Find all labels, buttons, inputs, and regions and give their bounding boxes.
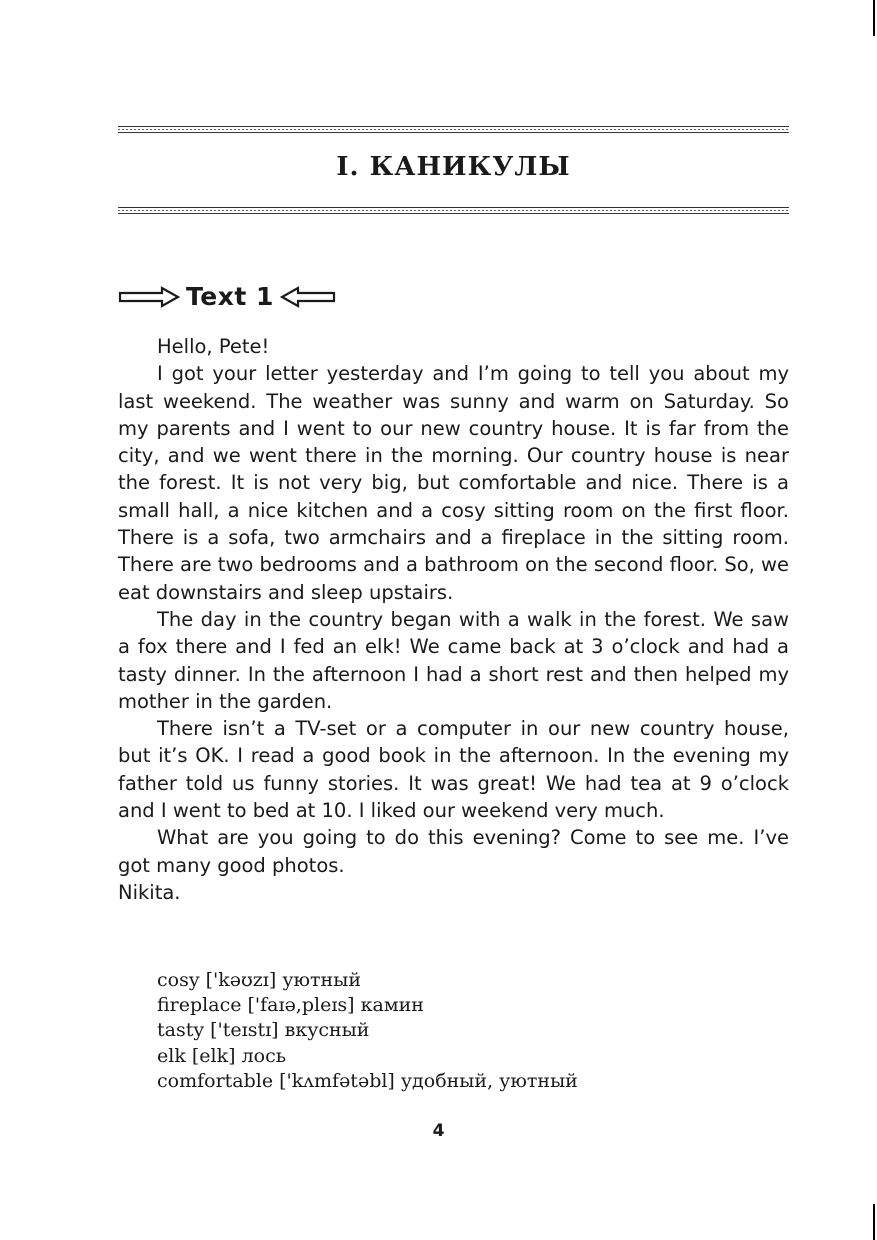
- letter-paragraph: What are you going to do this evening? Come to see me. I’ve got many good photos.: [118, 826, 789, 877]
- crop-mark-bottom: [873, 1204, 875, 1240]
- section-heading: [118, 282, 336, 311]
- top-ornamental-rule: [118, 126, 789, 133]
- letter-paragraph: I got your letter yesterday and I’m going to tell you about my last weekend. The weather was sunny and warm on Saturday. So my parents and I went to our new country house. It is far from the city, and we went there in the morning. Our country house is near the forest. It is not very big, but comfortable and nice. There is a small hall, a nice kitchen and a cosy sitting room on the first floor. There is a sofa, two armchairs and a fireplace in the sitting room. There are two bedrooms and a bathroom on the second floor. So, we eat downstairs and sleep upstairs.: [118, 362, 789, 604]
- page-number: 4: [432, 1121, 445, 1141]
- letter-paragraph: There isn’t a TV-set or a computer in our new country house, but it’s OK. I read a good book in the afternoon. In the evening my father told us funny stories. It was great! We had tea at 9 o’clock and I went to bed at 10. I liked our weekend very much.: [118, 717, 789, 823]
- letter-paragraph: The day in the country began with a walk in the forest. We saw a fox there and I fed an elk! We came back at 3 o’clock and had a tasty dinner. In the afternoon I had a short rest and then helped my mother in the garden.: [118, 607, 789, 713]
- letter-text: [118, 333, 789, 906]
- letter-paragraph: Hello, Pete!: [157, 335, 270, 358]
- section-label: Text 1: [186, 282, 274, 311]
- vocabulary-item: elk [elk] лось: [157, 1044, 287, 1067]
- letter-signature: Nikita.: [118, 880, 181, 904]
- vocabulary-item: fireplace ['faɪə,pleɪs] камин: [157, 994, 424, 1017]
- vocabulary-item: cosy ['kəʊzɪ] уютный: [157, 969, 361, 991]
- chapter-title: I. КАНИКУЛЫ: [336, 152, 571, 182]
- vocabulary-list: [157, 968, 578, 1094]
- vocabulary-item: tasty ['teɪstɪ] вкусный: [157, 1019, 370, 1042]
- left-arrow-icon: [280, 286, 336, 308]
- crop-mark-top: [873, 0, 875, 36]
- vocabulary-item: comfortable ['kʌmfətəbl] удобный, уютный: [157, 1069, 578, 1092]
- bottom-ornamental-rule: [118, 207, 789, 214]
- right-arrow-icon: [118, 286, 180, 308]
